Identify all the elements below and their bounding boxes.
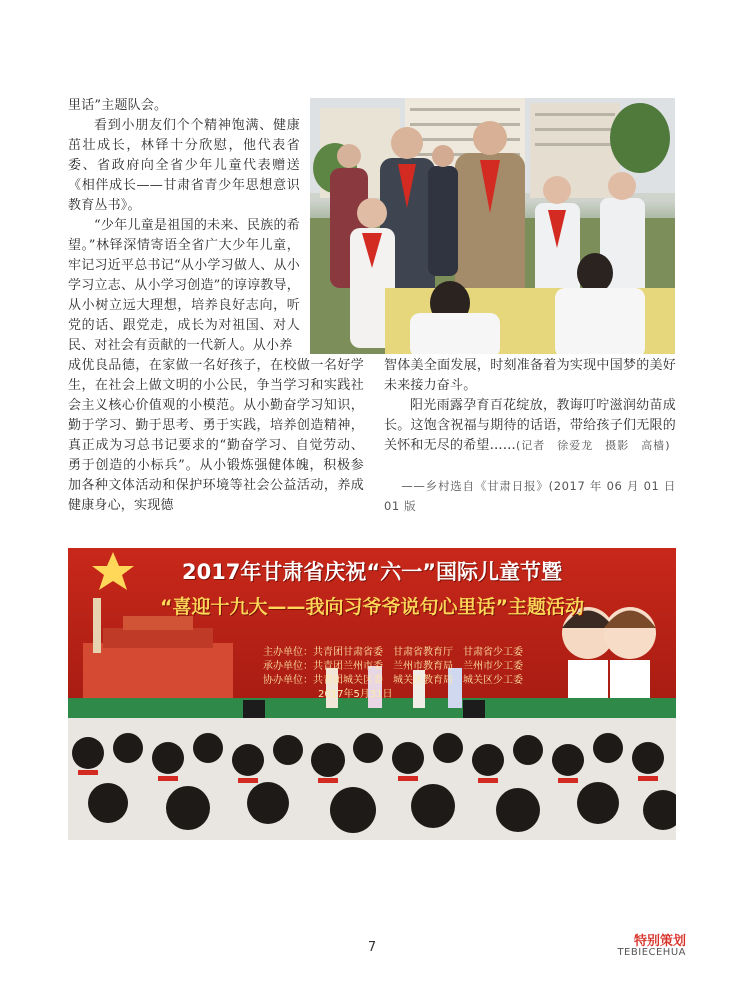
banner-title-line-1: 2017年甘肃省庆祝“六一”国际儿童节暨 [181,560,563,584]
section-label-english: TEBIECEHUA [617,947,686,958]
article-paragraph-2: 看到小朋友们个个精神饱满、健康茁壮成长，林铎十分欣慰，他代表省委、省政府向全省少年儿童代表赠送《相伴成长——甘肃省青少年思想意识教育丛书》。 [68,118,300,213]
banner-organizer: 承办单位：共青团兰州市委 兰州市教育局 兰州市少工委 [263,661,523,672]
ceremony-photo [310,98,675,354]
article-paragraph-4: 阳光雨露孕育百花绽放，教诲叮咛滋润幼苗成长。这饱含祝福与期待的话语，带给孩子们无限的关怀和无尽的希望……(记者 徐爱龙 摄影 高樯) [384,398,676,453]
article-paragraph-3c: 智体美全面发展，时刻准备着为实现中国梦的美好未来接力奋斗。 [384,358,676,393]
ceremony-photo-illustration [310,98,675,354]
event-photo [68,548,676,840]
banner-co-organizer: 协办单位：共青团城关区委 城关区教育局 城关区少工委 [263,675,523,686]
photo-credit: (记者 徐爱龙 摄影 高樯) [516,439,671,452]
banner-host: 主办单位：共青团甘肃省委 甘肃省教育厅 甘肃省少工委 [263,647,523,658]
article-source: ——乡村选自《甘肃日报》(2017 年 06 月 01 日 01 版 [384,479,676,513]
article-paragraph-3a: “少年儿童是祖国的未来、民族的希望。”林铎深情寄语全省广大少年儿童，牢记习近平总书记“从小学习做人、从小学习立志、从小学习创造”的谆谆教导，从小树立远大理想，培养良好志向，听党的话、跟党走，成长为对祖国、对人民、对社会有贡献的一代新人。从小养 [68,218,300,353]
banner-date: 2017年5月31日 [318,689,393,700]
section-label: 特别策划 [633,934,686,949]
article-paragraph-3b: 成优良品德，在家做一名好孩子，在校做一名好学生，在社会上做文明的小公民，争当学习和实践社会主义核心价值观的小模范。从小勤奋学习知识，勤于学习、勤于思考、勇于实践，培养创造精神，真正成为习总书记要求的“勤奋学习、自觉劳动、勇于创造的小标兵”。从小锻炼强健体魄，积极参加各种文体活动和保护环境等社会公益活动，养成健康身心，实现德 [68,358,364,513]
article-paragraph-1: 里话”主题队会。 [68,98,168,113]
banner-title-line-2: “喜迎十九大——我向习爷爷说句心里话”主题活动 [160,596,584,618]
page-number: 7 [367,940,377,955]
